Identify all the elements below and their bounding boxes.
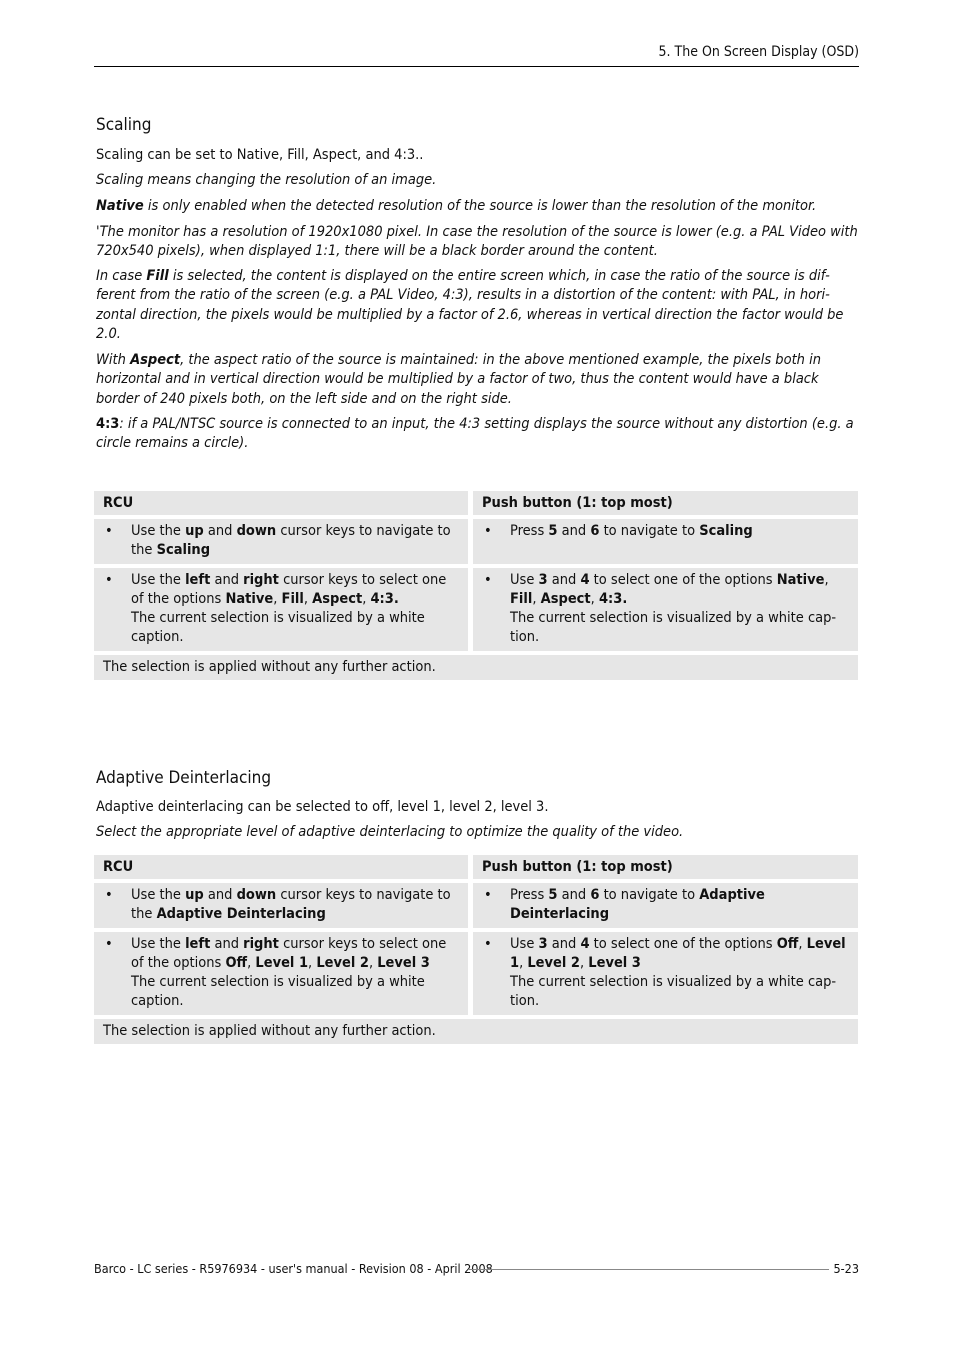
text: Use: [510, 935, 539, 952]
table-footer-row: [94, 1019, 858, 1044]
rcu-navigate-cell: [94, 519, 468, 564]
key-right: right: [243, 571, 279, 588]
selection-note: The current selection is visualized by a white caption.: [131, 974, 425, 1010]
separator: ,: [362, 590, 371, 607]
section-title-deinterlacing: Adaptive Deinterlacing: [96, 768, 272, 788]
deinterlacing-intro: Adaptive deinterlacing can be selected to off, level 1, level 2, level 3.: [96, 799, 549, 815]
key-6: 6: [590, 523, 600, 539]
option: Level 3: [588, 954, 641, 971]
menu-target: Scaling: [156, 542, 211, 559]
menu-target: Adaptive Deinterlacing: [510, 887, 765, 923]
chapter-title: 5. The On Screen Display (OSD): [658, 44, 859, 60]
page-number: 5-23: [833, 1261, 859, 1276]
push-select-cell: [473, 932, 858, 1015]
text: cursor keys to select one of the options: [131, 571, 447, 607]
list-item: [103, 935, 459, 1012]
aspect-text: , the aspect ratio of the source is maintained: in the above mentioned example, the pixels both in horizontal and in vertical direction would be multiplied by a factor of two, thus the content would have a black border of 240 pixels both, on the left side and on the right side.: [96, 352, 821, 407]
key-left: left: [185, 935, 211, 952]
text: to select one of the options: [589, 935, 777, 952]
table-header-row: [94, 855, 858, 879]
table-row: [94, 568, 858, 651]
separator: ,: [308, 954, 317, 971]
rcu-select-cell: [94, 568, 468, 651]
text: and: [547, 935, 581, 952]
separator: ,: [519, 954, 528, 971]
aspect-term: Aspect: [130, 352, 181, 368]
rcu-navigate-cell: [94, 883, 468, 928]
selection-note: The current selection is visualized by a white cap- tion.: [510, 610, 837, 646]
list-item: [103, 886, 459, 925]
aspect-prefix: With: [96, 352, 131, 368]
separator: ,: [824, 571, 829, 588]
table-footer: The selection is applied without any further action.: [94, 655, 858, 680]
separator: ,: [590, 590, 599, 607]
scaling-ratio-paragraph: [96, 415, 861, 454]
option: Level 1: [255, 954, 309, 971]
bullet: •: [484, 523, 492, 539]
separator: ,: [303, 590, 313, 607]
text: and: [557, 523, 591, 539]
option: Native: [776, 571, 825, 588]
table-row: [94, 883, 858, 928]
section-title-scaling: Scaling: [96, 115, 152, 135]
text: and: [557, 887, 591, 903]
bullet: •: [105, 887, 113, 903]
column-header-push-button: Push button (1: top most): [473, 855, 858, 879]
scaling-definition: Scaling means changing the resolution of an image.: [96, 172, 437, 188]
list-item: [482, 935, 849, 1012]
footer-text: Barco - LC series - R5976934 - user's manual - Revision 08 - April 2008: [94, 1261, 493, 1276]
option: Fill: [281, 590, 304, 607]
key-left: left: [185, 571, 211, 588]
option: Fill: [510, 590, 533, 607]
table-row: [94, 932, 858, 1015]
bullet: •: [105, 935, 113, 952]
list-item: [482, 571, 849, 648]
selection-note: The current selection is visualized by a white cap- tion.: [510, 974, 837, 1010]
menu-target: Adaptive Deinterlacing: [156, 906, 326, 923]
text: cursor keys to select one of the options: [131, 935, 447, 971]
key-4: 4: [580, 571, 590, 588]
key-down: down: [236, 887, 277, 903]
text: to select one of the options: [589, 571, 777, 588]
text: Use the: [131, 571, 186, 588]
key-3: 3: [538, 935, 548, 952]
fill-text: is selected, the content is displayed on the entire screen which, in case the ratio of the source is dif- ferent from the ratio of the screen (e.g. a PAL Video, 4:3), results in a distortion of the content: with PAL, in hori- zontal direction, the pixels would be multiplied by a factor of 2.6, whereas in vertical direction the factor would be 2.0.: [96, 268, 844, 342]
text: Press: [510, 523, 549, 539]
key-5: 5: [548, 887, 558, 903]
key-down: down: [236, 523, 277, 539]
push-navigate-cell: [473, 519, 858, 564]
list-item: [103, 571, 459, 648]
separator: ,: [532, 590, 541, 607]
fill-term: Fill: [146, 268, 169, 284]
option: Level 3: [377, 954, 430, 971]
page-header: [94, 44, 859, 67]
text: Use the: [131, 523, 186, 539]
option: Off: [776, 935, 799, 952]
table-footer-row: [94, 655, 858, 680]
column-header-rcu: RCU: [94, 855, 468, 879]
fill-prefix: In case: [96, 268, 147, 284]
scaling-fill-paragraph: [96, 267, 861, 344]
push-navigate-cell: [473, 883, 858, 928]
bullet: •: [484, 887, 492, 903]
key-6: 6: [590, 887, 600, 903]
option: Aspect: [312, 590, 363, 607]
page-footer: [94, 1259, 859, 1279]
text: and: [210, 935, 244, 952]
text: to navigate to: [599, 523, 700, 539]
text: Press: [510, 887, 549, 903]
text: and: [203, 887, 237, 903]
text: Use the: [131, 935, 186, 952]
bullet: •: [484, 571, 492, 588]
text: Use the: [131, 887, 186, 903]
option: Native: [225, 590, 274, 607]
option: Aspect: [540, 590, 591, 607]
text: and: [547, 571, 581, 588]
scaling-example-paragraph: 'The monitor has a resolution of 1920x1080 pixel. In case the resolution of the source is lower (e.g. a PAL Video with 720x540 pixels), when displayed 1:1, there will be a black border around the content.: [96, 224, 858, 260]
list-item: [482, 886, 849, 925]
option: Level 2: [316, 954, 369, 971]
key-up: up: [185, 887, 204, 903]
scaling-intro: Scaling can be set to Native, Fill, Aspect, and 4:3..: [96, 147, 424, 163]
column-header-push-button: Push button (1: top most): [473, 491, 858, 515]
key-right: right: [243, 935, 279, 952]
key-3: 3: [538, 571, 548, 588]
key-4: 4: [580, 935, 590, 952]
native-text: is only enabled when the detected resolution of the source is lower than the resolution of the monitor.: [143, 198, 817, 214]
separator: ,: [579, 954, 589, 971]
list-item: [103, 522, 459, 561]
option: Off: [225, 954, 248, 971]
table-row: [94, 519, 858, 564]
separator: ,: [247, 954, 256, 971]
deinterlacing-definition: Select the appropriate level of adaptive deinterlacing to optimize the quality of the video.: [96, 824, 684, 840]
bullet: •: [105, 571, 113, 588]
column-header-rcu: RCU: [94, 491, 468, 515]
scaling-aspect-paragraph: [96, 351, 861, 409]
table-header-row: [94, 491, 858, 515]
option: 4:3.: [370, 590, 399, 607]
option: Level 2: [527, 954, 580, 971]
bullet: •: [484, 935, 492, 952]
text: and: [203, 523, 237, 539]
bullet: •: [105, 523, 113, 539]
text: Use: [510, 571, 539, 588]
text: and: [210, 571, 244, 588]
selection-note: The current selection is visualized by a white caption.: [131, 610, 425, 646]
separator: ,: [368, 954, 378, 971]
key-up: up: [185, 523, 204, 539]
option: Level 1: [510, 935, 846, 971]
push-select-cell: [473, 568, 858, 651]
deinterlacing-table: [94, 851, 858, 1048]
scaling-table: [94, 487, 858, 684]
text: cursor keys to navigate to the: [131, 887, 451, 923]
separator: ,: [798, 935, 807, 952]
rcu-select-cell: [94, 932, 468, 1015]
menu-target: Scaling: [699, 523, 753, 539]
ratio-term: 4:3: [96, 416, 120, 432]
scaling-native-paragraph: [96, 197, 861, 216]
option: 4:3.: [598, 590, 628, 607]
separator: ,: [273, 590, 282, 607]
list-item: [482, 522, 849, 541]
text: to navigate to: [599, 887, 700, 903]
footer-rule: [468, 1269, 829, 1270]
table-footer: The selection is applied without any further action.: [94, 1019, 858, 1044]
ratio-text: : if a PAL/NTSC source is connected to an input, the 4:3 setting displays the source without any distortion (e.g. a circle remains a circle).: [96, 416, 854, 452]
key-5: 5: [548, 523, 558, 539]
native-term: Native: [96, 198, 144, 214]
text: cursor keys to navigate to the: [131, 523, 451, 559]
